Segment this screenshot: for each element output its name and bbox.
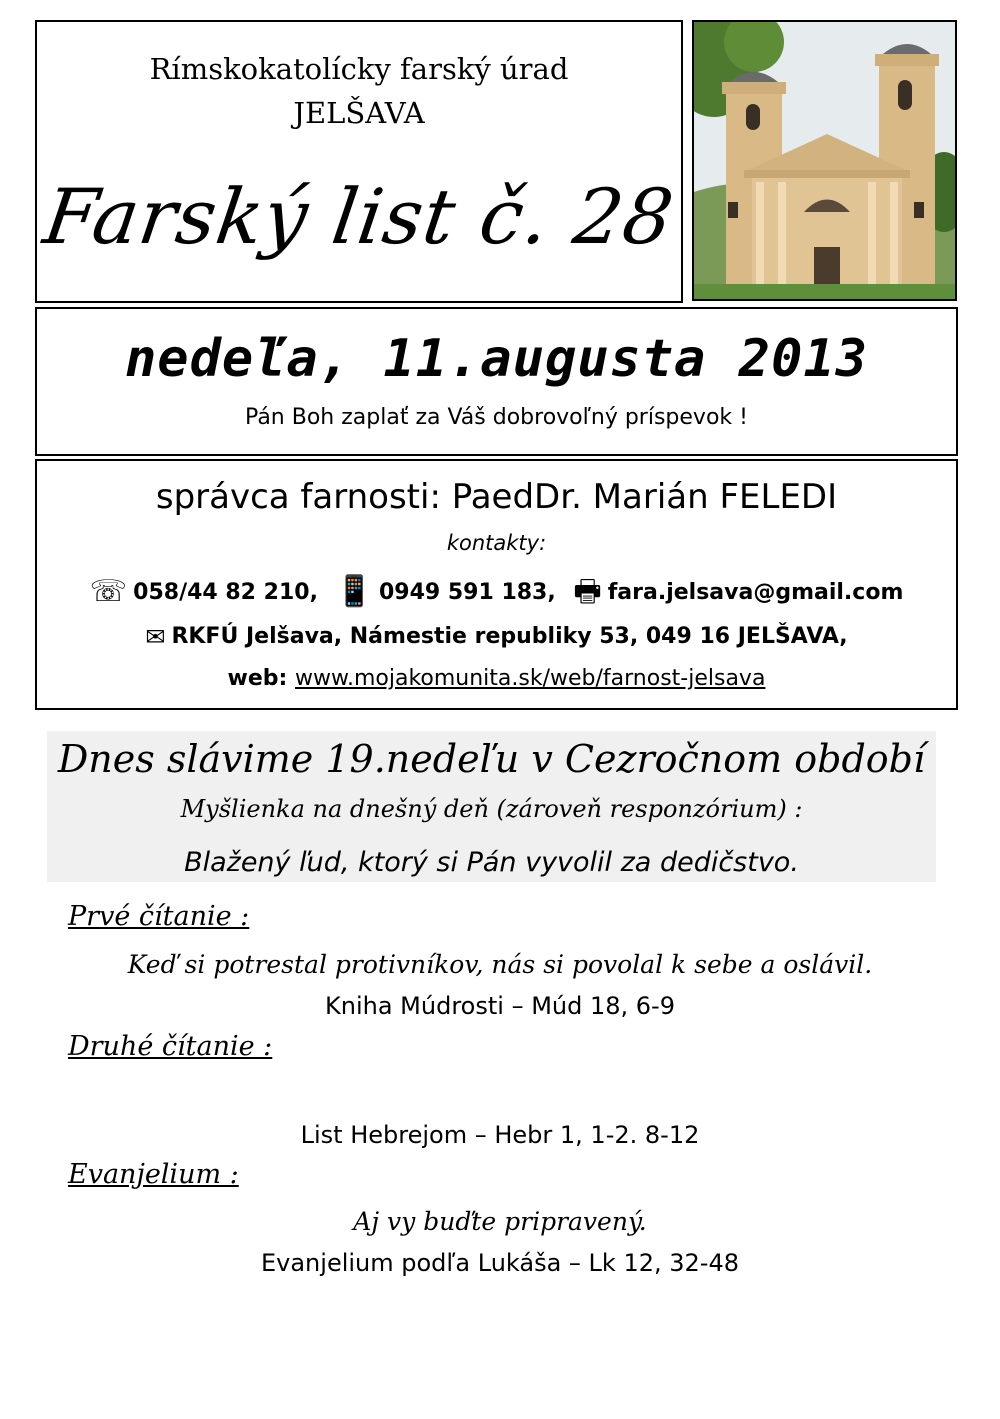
parish-office-name: Rímskokatolícky farský úrad — [149, 52, 569, 86]
thought-of-the-day: Myšlienka na dnešný deň (zároveň responzórium) : — [180, 795, 803, 823]
sunday-date: nedeľa, 11.augusta 2013 — [124, 329, 869, 389]
postal-address: RKFÚ Jelšava, Námestie republiky 53, 049 16 JELŠAVA, — [171, 624, 848, 649]
web-label: web: — [227, 666, 288, 691]
donation-thanks: Pán Boh zaplať za Váš dobrovoľný príspevok ! — [245, 405, 748, 430]
parish-website-link[interactable]: www.mojakomunita.sk/web/farnost-jelsava — [295, 666, 766, 691]
gospel-reference: Evanjelium podľa Lukáša – Lk 12, 32-48 — [260, 1249, 739, 1277]
first-reading-heading: Prvé čítanie : — [68, 901, 250, 932]
header-box — [35, 20, 683, 303]
telephone-icon: ☏ — [89, 574, 128, 609]
gospel-quote: Aj vy buďte pripravený. — [353, 1207, 647, 1236]
today-celebration-band — [47, 731, 936, 882]
church-photo — [692, 20, 957, 301]
responsorial-psalm: Blažený ľud, ktorý si Pán vyvolil za dedičstvo. — [184, 847, 799, 878]
computer-icon: 🖶 — [573, 574, 602, 609]
mobile-number: 0949 591 183, — [378, 580, 556, 605]
newsletter-title: Farský list č. 28 — [38, 172, 680, 261]
church-illustration — [694, 22, 955, 299]
second-reading-reference: List Hebrejom – Hebr 1, 1-2. 8-12 — [300, 1121, 700, 1149]
email-address[interactable]: fara.jelsava@gmail.com — [607, 580, 904, 605]
today-title: Dnes slávime 19.nedeľu v Cezročnom období — [57, 737, 926, 781]
mobile-phone-icon: 📱 — [335, 574, 373, 609]
second-reading-heading: Druhé čítanie : — [68, 1031, 273, 1062]
contacts-label: kontakty: — [446, 531, 547, 555]
phone-number: 058/44 82 210, — [133, 580, 318, 605]
gospel-heading: Evanjelium : — [68, 1159, 239, 1190]
first-reading-quote: Keď si potrestal protivníkov, nás si povolal k sebe a oslávil. — [127, 950, 873, 979]
parish-administrator: správca farnosti: PaedDr. Marián FELEDI — [155, 477, 838, 517]
contacts-box — [35, 459, 958, 710]
date-box — [35, 307, 958, 456]
envelope-icon: ✉ — [145, 623, 166, 651]
first-reading-reference: Kniha Múdrosti – Múd 18, 6-9 — [325, 992, 675, 1020]
parish-town: JELŠAVA — [293, 96, 425, 130]
contact-row-phones — [37, 569, 956, 620]
contact-row-web — [37, 666, 956, 691]
contact-row-address — [37, 623, 956, 651]
